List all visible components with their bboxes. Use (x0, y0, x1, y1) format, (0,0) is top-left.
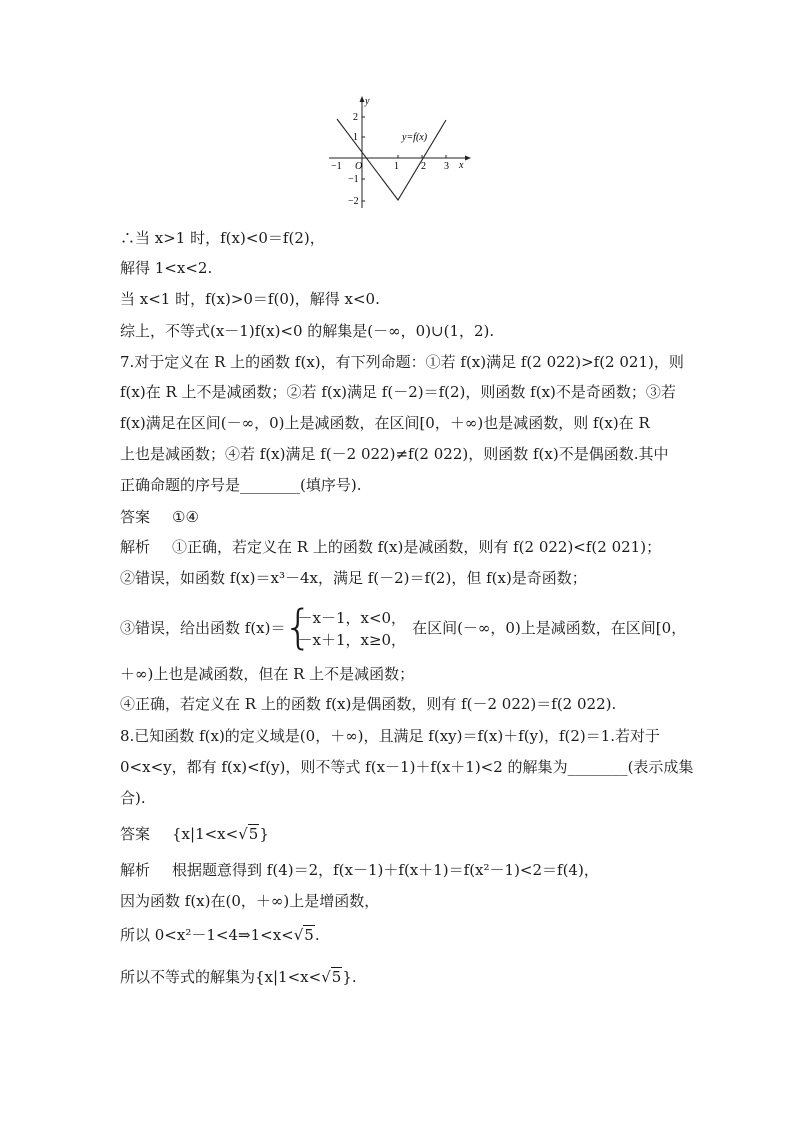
solution-7-line (120, 537, 680, 557)
text-line: 当 x<1 时，f(x)>0＝f(0)，解得 x<0. (120, 290, 380, 308)
solution-7-line: ②错误，如函数 f(x)＝x³－4x，满足 f(－2)＝f(2)，但 f(x)是奇函数； (120, 569, 587, 587)
origin-label: O (355, 161, 363, 172)
y-tick-label: 2 (353, 112, 358, 123)
solution-text: 根据题意得到 f(4)＝2，f(x－1)＋f(x＋1)＝f(x²－1)<2＝f(4)， (172, 861, 599, 879)
y-tick-label: −1 (348, 174, 359, 185)
solution-label: 解析 (120, 861, 151, 879)
piecewise-case: －x－1，x<0， (297, 609, 407, 627)
answer-8 (120, 824, 680, 844)
piecewise-function (283, 600, 407, 654)
solution-8-line (120, 860, 680, 880)
sqrt-radicand: 5 (304, 926, 314, 944)
solution-text: ①正确，若定义在 R 上的函数 f(x)是减函数，则有 f(2 022)<f(2 021)； (172, 538, 662, 556)
solution-8-line (120, 967, 680, 987)
text-line: ∴当 x>1 时，f(x)<0＝f(2)， (120, 229, 325, 247)
question-7-line: f(x)在 R 上不是减函数；②若 f(x)满足 f(－2)＝f(2)，则函数 f(x)不是奇函数；③若 (120, 383, 676, 401)
answer-value: ①④ (172, 508, 199, 526)
brace-glyph: { (283, 600, 313, 654)
graph-svg (325, 92, 475, 216)
x-tick-label: 2 (421, 161, 426, 172)
question-8-line: 合). (120, 789, 146, 807)
answer-label: 答案 (120, 508, 151, 526)
x-axis-arrow (465, 156, 471, 161)
answer-value (172, 824, 269, 844)
text-line: 综上，不等式(x－1)f(x)<0 的解集是(－∞，0)∪(1，2). (120, 322, 495, 340)
solution-text: . (314, 926, 320, 944)
solution-label: 解析 (120, 538, 151, 556)
solution-text: 所以不等式的解集为{x|1<x< (120, 968, 322, 986)
answer-7 (120, 507, 680, 527)
y-axis-arrow (360, 96, 365, 102)
curve-label: y=f(x) (402, 132, 428, 143)
solution-7-line: ＋∞)上也是减函数，但在 R 上不是减函数； (120, 665, 415, 683)
question-7-line: 7.对于定义在 R 上的函数 f(x)，有下列命题：①若 f(x)满足 f(2 022)>f(2 021)，则 (120, 353, 684, 371)
question-8-line: 8.已知函数 f(x)的定义域是(0，＋∞)，且满足 f(xy)＝f(x)＋f(y)，f(2)＝1.若对于 (120, 727, 661, 745)
sqrt-radicand: 5 (248, 825, 259, 843)
answer-text: } (259, 825, 269, 843)
x-tick-label: 3 (444, 161, 449, 172)
function-graph (325, 92, 475, 216)
x-tick-label: −1 (331, 161, 342, 172)
solution-text: }. (342, 968, 357, 986)
answer-text: {x|1<x< (172, 825, 239, 843)
solution-8-line (120, 925, 680, 945)
y-tick-label: −2 (348, 196, 359, 207)
x-tick-label: 1 (394, 161, 399, 172)
sqrt-expression: √5 (293, 926, 314, 944)
solution-text: 所以 0<x²－1<4⇒1<x< (120, 926, 294, 944)
piecewise-outro: 在区间(－∞，0)上是减函数，在区间[0， (412, 619, 687, 637)
y-tick-label: 1 (353, 132, 358, 143)
x-axis-label: x (459, 160, 464, 171)
solution-7-line: ④正确，若定义在 R 上的函数 f(x)是偶函数，则有 f(－2 022)＝f(2 022). (120, 695, 617, 713)
solution-8-line: 因为函数 f(x)在(0，＋∞)上是增函数， (120, 892, 380, 910)
answer-label: 答案 (120, 825, 151, 843)
question-7-line: f(x)满足在区间(－∞，0)上是减函数，在区间[0，＋∞)也是减函数，则 f(x)在 R (120, 414, 650, 432)
solution-7-piecewise-line (120, 600, 687, 654)
sqrt-radicand: 5 (331, 968, 342, 986)
sqrt-expression: √5 (238, 825, 259, 843)
sqrt-expression: √5 (321, 968, 342, 986)
question-7-line: 正确命题的序号是________(填序号). (120, 476, 362, 494)
y-axis-label: y (365, 96, 370, 107)
piecewise-case: －x＋1，x≥0， (297, 631, 407, 649)
text-line: 解得 1<x<2. (120, 259, 213, 277)
piecewise-intro: ③错误，给出函数 f(x)＝ (120, 619, 286, 637)
question-8-line: 0<x<y，都有 f(x)<f(y)，则不等式 f(x－1)＋f(x＋1)<2 的解集为________(表示成集 (120, 758, 694, 776)
question-7-line: 上也是减函数；④若 f(x)满足 f(－2 022)≠f(2 022)，则函数 f(x)不是偶函数.其中 (120, 445, 669, 463)
